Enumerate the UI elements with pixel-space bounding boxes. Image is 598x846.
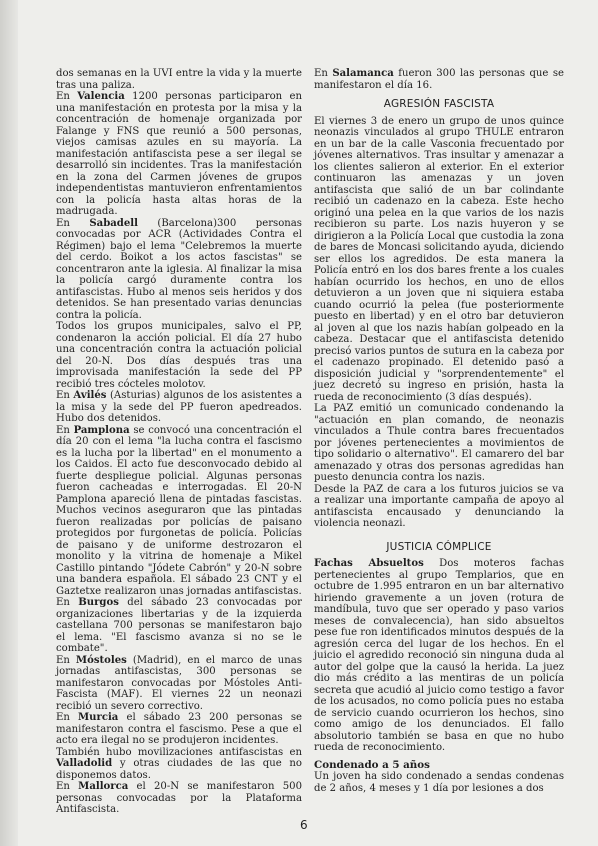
section2-paragraph: Fachas Absueltos Dos moteros fachas pertenecientes al grupo Templarios, que en octubre de 1.995 entraron en un bar alternativo hiriendo gravemente a un joven (rotura de mandíbula, tuvo que ser operado y paso varios meses de convalecencia), han sido absueltos pese fue ron identificados minutos después de la agresión cerca del lugar de los hechos. En el juicio el agredido reconoció sin ninguna duda al autor del golpe que la causó la herida. La juez dio más crédito a las mentiras de un policía secreta que acudió al juicio como testigo a favor de los acusados, no como policía pues no estaba de servicio cuando ocurrieron los hechos, sino como amigo de los denunciados. El fallo absolutorio también se basa en que no hubo rueda de reconocimiento. — [314, 558, 565, 753]
place-name: Sabadell — [89, 217, 138, 229]
place-name: Valladolid — [56, 758, 113, 769]
left-paragraph: Todos los grupos municipales, salvo el PP, condenaron la acción policial. El día 27 hubo una concentración contra la actuación policial del 20-N. Dos días después tras una improvisada manifestación la sede del PP recibió tres cócteles molotov. — [56, 321, 302, 390]
left-paragraph: En Valencia 1200 personas participaron en una manifestación en protesta por la misa y la concentración de homenaje organizada por Falange y FNS que reunió a 500 personas, viejos camisas azules en su mayoría. La manifestación antifascista pese a ser ilegal se desarrolló sin incidentes. Tras la manifestación en la zona del Carmen jóvenes de grupos independentistas mantuvieron enfrentamientos con la policía hasta altas horas de la madrugada. — [56, 91, 302, 217]
page-edge-shadow — [0, 0, 18, 846]
place-name: Avilés — [73, 390, 107, 401]
left-paragraph: En Avilés (Asturias) algunos de los asistentes a la misa y la sede del PP fueron apedreados. Hubo dos detenidos. — [56, 390, 303, 424]
left-paragraph: En Sabadell (Barcelona)300 personas convocadas por ACR (Actividades Contra el Régimen) bajo el lema "Celebremos la muerte del cerdo. Boikot a los actos fascistas" se concentraron ante la iglesia. Al finalizar la misa la policía cargó duramente contra los antifascistas. Hubo al menos seis heridos y dos detenidos. Se han presentado varias denuncias contra la policía. — [56, 217, 302, 321]
place-name: Burgos — [78, 597, 119, 608]
left-column — [56, 68, 302, 816]
right-column — [314, 68, 564, 794]
page-number: 6 — [300, 818, 308, 832]
left-paragraph: En Murcia el sábado 23 200 personas se manifestaron contra el fascismo. Pese a que el acto era ilegal no se produjeron incidentes. — [56, 712, 302, 746]
section1-paragraph-1: El viernes 3 de enero un grupo de unos quince neonazis vinculados al grupo THULE entraron en un bar de la calle Vasconia frecuentado por jóvenes alternativos. Tras insultar y amenazar a los clientes salieron al exterior. En el exterior continuaron las amenazas y un joven antifascista que salió de un bar colindante recibió un cadenazo en la cabeza. Este hecho originó una pelea en la que varios de los nazis recibieron su parte. Los nazis huyeron y se dirigieron a la Policía Local que custodia la zona de bares de Moncasi solicitando ayuda, diciendo ser ellos los agredidos. De esta manera la Policía entró en los dos bares frente a los cuales habían ocurrido los hechos, en uno de ellos detuvieron a un joven que ni siquiera estaba cuando ocurrió la pelea (fue posteriormente puesto en libertad) y en el otro bar detuvieron al joven al que los nazis habían golpeado en la cabeza. Destacar que el antifascista detenido precisó varios puntos de sutura en la cabeza por el cadenazo propinado. El detenido pasó a disposición judicial y "sorprendentemente" el juez decretó su ingreso en prisión, hasta la rueda de reconocimiento (3 días después). — [314, 115, 564, 403]
left-paragraph: En Pamplona se convocó una concentración el día 20 con el lema "la lucha contra el fascismo es la lucha por la libertad" en el monumento a los Caidos. El acto fue desconvocado debido al fuerte despliegue policial. Algunas personas fueron cacheadas e interrogadas. El 20-N Pamplona apareció llena de pintadas fascistas. Muchos vecinos aseguraron que las pintadas fueron realizadas por policías de paisano protegidos por furgonetas de policía. Policías de paisano y de uniforme destrozaron el monolito y la vitrina de homenaje a Mikel Castillo pintando "Jódete Cabrón" y 20-N sobre una bandera española. El sábado 23 CNT y el Gaztetxe realizaron unas jornadas antifascistas. — [56, 424, 302, 597]
section1-paragraph-3: Desde la PAZ de cara a los futuros juicios se va a realizar una importante campaña de apoyo al antifascista encausado y denunciando la violencia neonazi. — [314, 483, 564, 529]
left-paragraph: En Mallorca el 20-N se manifestaron 500 personas convocadas por la Plataforma Antifascista. — [56, 781, 302, 815]
left-paragraph: También hubo movilizaciones antifascistas en Valladolid y otras ciudades de las que no disponemos datos. — [56, 746, 302, 781]
place-name: Murcia — [78, 712, 119, 723]
left-paragraph: dos semanas en la UVI entre la vida y la muerte tras una paliza. — [56, 68, 302, 91]
section1-paragraph-2: La PAZ emitió un comunicado condenando la "actuación en plan comando, de neonazis vinculados a Thule contra bares frecuentados por jóvenes pertenecientes a movimientos de tipo solidario o alternativo". El camarero del bar amenazado y otras dos personas agredidas han puesto denuncia contra los nazis. — [314, 403, 564, 483]
place-name: Móstoles — [75, 654, 127, 666]
place-name: Mallorca — [78, 781, 129, 792]
place-name: Valencia — [77, 91, 125, 102]
left-paragraph: En Burgos del sábado 23 convocadas por organizaciones libertarias y de la izquierda castellana 700 personas se manifestaron bajo el lema. "El fascismo avanza si no se le combate". — [56, 597, 303, 654]
section3-paragraph: Un joven ha sido condenado a sendas condenas de 2 años, 4 meses y 1 día por lesiones a dos — [314, 771, 564, 794]
heading-justicia-complice: JUSTICIA CÓMPLICE — [386, 540, 492, 553]
place-name: Pamplona — [73, 424, 130, 436]
subhead-condenado: Condenado a 5 años — [314, 758, 430, 771]
heading-agresion-fascista: AGRESIÓN FASCISTA — [383, 98, 495, 110]
salamanca-paragraph: En Salamanca fueron 300 las personas que se manifestaron el día 16. — [314, 68, 564, 91]
left-paragraph: En Móstoles (Madrid), en el marco de unas jornadas antifascistas, 300 personas se manifestaron convocadas por Móstoles Anti-Fascista (MAF). El viernes 22 un neonazi recibió un severo correctivo. — [56, 654, 303, 712]
